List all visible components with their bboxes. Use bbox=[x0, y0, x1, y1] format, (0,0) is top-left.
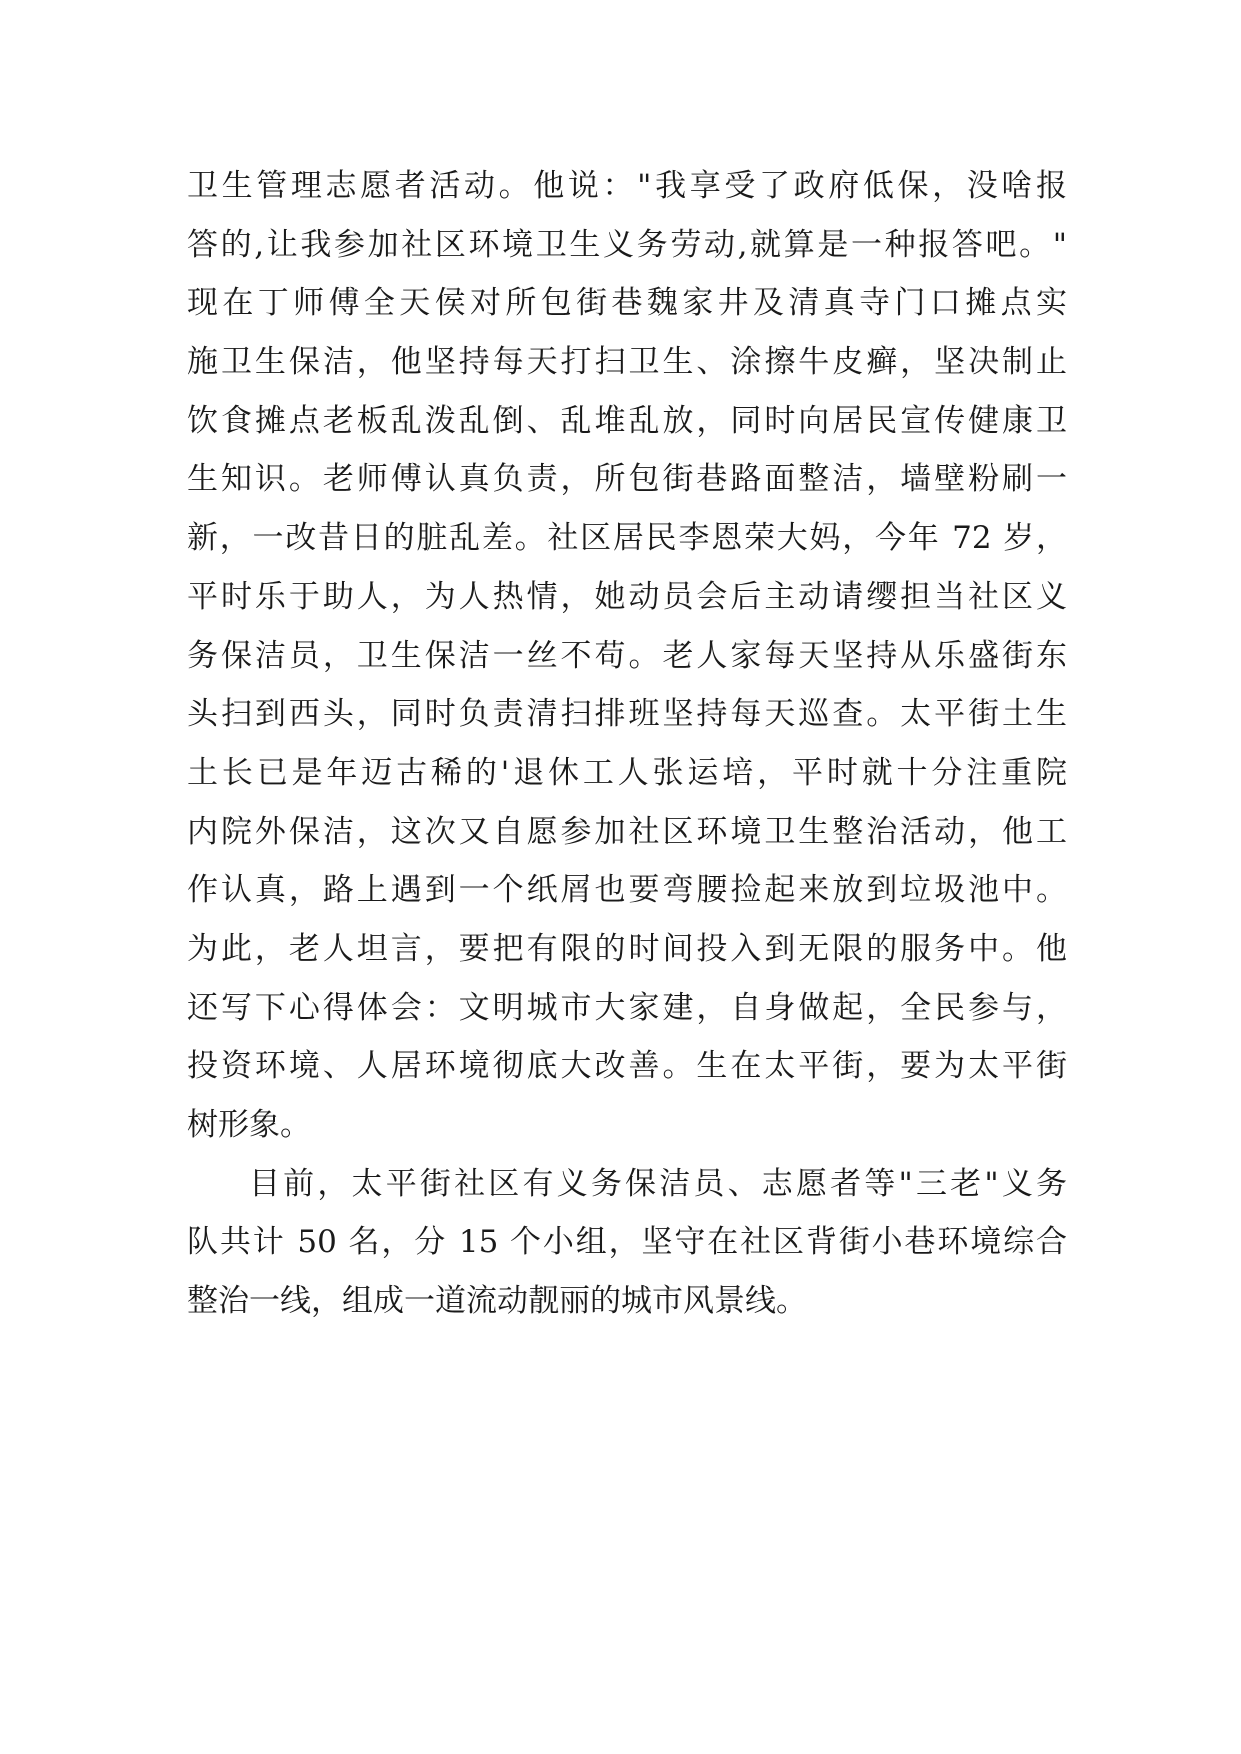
paragraph-2 bbox=[187, 1155, 1067, 1331]
text-line: 现在丁师傅全天侯对所包街巷魏家井及清真寺门口摊点实 bbox=[187, 285, 1067, 322]
text-line: 新，一改昔日的脏乱差。社区居民李恩荣大妈，今年 72 岁， bbox=[187, 520, 1067, 557]
text-line: 还写下心得体会：文明城市大家建，自身做起，全民参与， bbox=[187, 989, 1067, 1026]
text-line: 卫生管理志愿者活动。他说："我享受了政府低保，没啥报 bbox=[187, 168, 1067, 204]
text-line: 为此，老人坦言，要把有限的时间投入到无限的服务中。他 bbox=[187, 930, 1067, 967]
text-line: 土长已是年迈古稀的'退休工人张运培，平时就十分注重院 bbox=[187, 754, 1067, 791]
text-line: 目前，太平街社区有义务保洁员、志愿者等"三老"义务 bbox=[249, 1165, 1067, 1202]
text-line: 生知识。老师傅认真负责，所包街巷路面整洁，墙壁粉刷一 bbox=[187, 461, 1067, 498]
document-body bbox=[187, 157, 1067, 1331]
text-line: 作认真，路上遇到一个纸屑也要弯腰捡起来放到垃圾池中。 bbox=[187, 872, 1067, 909]
text-line: 施卫生保洁，他坚持每天打扫卫生、涂擦牛皮癣，坚决制止 bbox=[187, 344, 1067, 381]
text-line: 务保洁员，卫生保洁一丝不苟。老人家每天坚持从乐盛街东 bbox=[187, 637, 1067, 674]
text-line: 饮食摊点老板乱泼乱倒、乱堆乱放，同时向居民宣传健康卫 bbox=[187, 402, 1067, 439]
text-line: 平时乐于助人，为人热情，她动员会后主动请缨担当社区义 bbox=[187, 578, 1067, 615]
text-line: 投资环境、人居环境彻底大改善。生在太平街，要为太平街 bbox=[187, 1048, 1067, 1085]
text-line: 答的,让我参加社区环境卫生义务劳动,就算是一种报答吧。" bbox=[187, 226, 1067, 263]
paragraph-1 bbox=[187, 157, 1067, 1155]
text-line: 树形象。 bbox=[187, 1107, 311, 1143]
text-line: 头扫到西头，同时负责清扫排班坚持每天巡查。太平街土生 bbox=[187, 696, 1067, 733]
text-line: 内院外保洁，这次又自愿参加社区环境卫生整治活动，他工 bbox=[187, 813, 1067, 850]
text-line: 整治一线，组成一道流动靓丽的城市风景线。 bbox=[187, 1283, 807, 1320]
text-line: 队共计 50 名，分 15 个小组，坚守在社区背街小巷环境综合 bbox=[187, 1224, 1067, 1261]
